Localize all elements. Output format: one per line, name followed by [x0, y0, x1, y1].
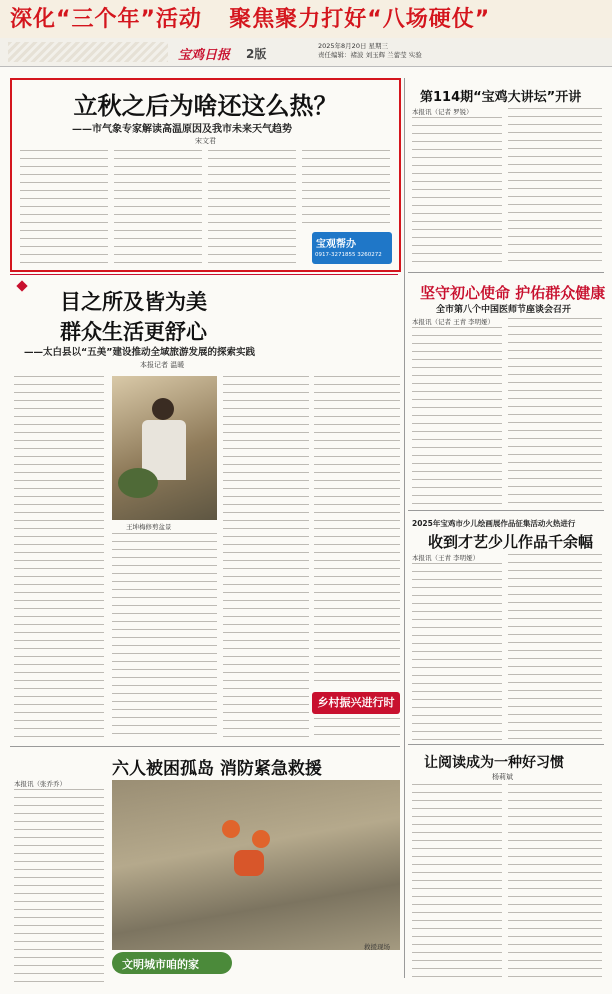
- tourism-title-line2: 群众生活更舒心: [60, 320, 207, 344]
- top-banner: [0, 0, 612, 40]
- lecture-title: 第114期“宝鸡大讲坛”开讲: [420, 90, 582, 105]
- lecture-body-col1: [412, 117, 502, 267]
- lead-byline: 宋文君: [195, 137, 216, 145]
- tourism-photo-caption: 王坤梅修剪盆景: [126, 523, 172, 531]
- right-column-divider: [404, 78, 405, 978]
- lead-body-col2: [114, 150, 202, 266]
- art-body-col1: [412, 563, 502, 741]
- rule-art: [408, 744, 604, 745]
- lead-title: 立秋之后为啥还这么热？: [73, 92, 338, 120]
- masthead: [0, 38, 612, 67]
- hotline-badge: [312, 232, 392, 264]
- health-source: 本报讯（记者 王青 李明娅）: [412, 318, 495, 326]
- hotline-phone: 0917-3271855 3260272: [315, 252, 382, 258]
- health-subtitle: 全市第八个中国医师节座谈会召开: [436, 305, 572, 315]
- tourism-body-col2: [112, 533, 217, 741]
- tourism-subtitle: ——太白县以“五美”建设推动全域旅游发展的探索实践: [24, 347, 255, 358]
- rescue-title: 六人被困孤岛 消防紧急救援: [112, 759, 322, 779]
- art-kicker: 2025年宝鸡市少儿绘画展作品征集活动火热进行: [412, 519, 576, 528]
- tourism-title-line1: 目之所及皆为美: [60, 290, 207, 314]
- photo-bonsai: [118, 468, 158, 498]
- issue-weekday: 星期三: [368, 42, 389, 50]
- lead-body-col4: [302, 150, 390, 230]
- tourism-byline: 本报记者 温暖: [140, 361, 185, 369]
- banner-headline-part1: 深化“三个年”活动: [10, 7, 202, 32]
- photo-rescuer-1: [222, 820, 240, 838]
- rescue-photo-caption: 救援现场: [364, 943, 390, 951]
- reading-body-col1: [412, 784, 502, 984]
- editors-line: 责任编辑：褚波 刘玉辉 兰蕾莹 实验: [318, 51, 422, 59]
- lead-subtitle: ——市气象专家解读高温原因及我市未来天气趋势: [72, 124, 292, 135]
- hotline-brand: 宝观帮办: [316, 239, 356, 250]
- rural-revitalization-tag: 乡村振兴进行时: [312, 692, 400, 714]
- art-source: 本报讯（王青 李明娅）: [412, 554, 480, 562]
- masthead-pattern: [8, 42, 168, 62]
- reading-byline: 杨莉斌: [492, 773, 513, 781]
- diamond-icon: [16, 280, 27, 291]
- lead-story: [10, 78, 401, 272]
- lecture-body-col2: [508, 108, 602, 268]
- civic-city-tag-label: 文明城市咱的家: [122, 958, 199, 971]
- tourism-body-col1: [14, 376, 104, 741]
- rule-lead: [10, 274, 398, 275]
- art-title: 收到才艺少儿作品千余幅: [428, 533, 594, 551]
- rescue-photo: [112, 780, 400, 950]
- photo-person-head: [152, 398, 174, 420]
- photo-rescue-gear: [234, 850, 264, 876]
- banner-headline-part2: 聚焦聚力打好“八场硬仗”: [229, 7, 491, 32]
- lecture-source: 本报讯（记者 罗锐）: [412, 108, 473, 116]
- issue-date: 2025年8月20日: [318, 42, 367, 50]
- lead-body-col3: [208, 150, 296, 266]
- health-body-col1: [412, 327, 502, 505]
- civic-city-tag: [112, 952, 232, 974]
- banner-headline: [10, 2, 490, 33]
- health-body-col2: [508, 318, 602, 504]
- issue-date-line: [318, 42, 388, 50]
- page-number: 2版: [246, 47, 267, 61]
- tourism-body-col4-end: [314, 718, 400, 742]
- tourism-body-col3: [223, 376, 309, 741]
- rule-health: [408, 510, 604, 511]
- rescue-source: 本报讯（张乔乔）: [14, 780, 66, 788]
- art-body-col2: [508, 554, 602, 741]
- lead-body-col1: [20, 150, 108, 266]
- tourism-body-col4: [314, 376, 400, 686]
- reading-title: 让阅读成为一种好习惯: [424, 755, 564, 771]
- brand-logo: 宝鸡日报: [178, 48, 231, 63]
- health-title: 坚守初心使命 护佑群众健康: [420, 284, 606, 302]
- photo-rescuer-2: [252, 830, 270, 848]
- rescue-body-col1: [14, 789, 104, 985]
- rule-tourism: [10, 746, 400, 747]
- rule-lecture: [408, 272, 604, 273]
- tourism-photo: [112, 376, 217, 520]
- reading-body-col2: [508, 784, 602, 984]
